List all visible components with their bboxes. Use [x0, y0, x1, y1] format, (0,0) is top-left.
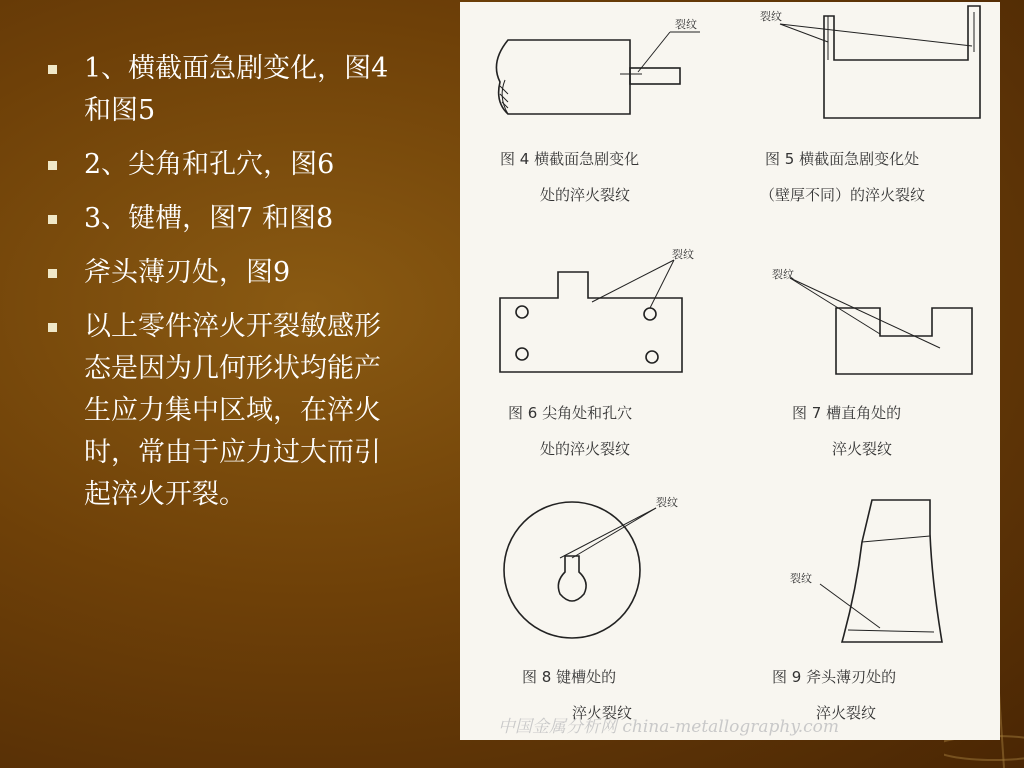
bullet-marker	[48, 161, 57, 170]
quench-crack-figures	[460, 2, 1000, 740]
figure-9-drawing	[820, 500, 942, 642]
figure-5-caption-line2: （壁厚不同）的淬火裂纹	[760, 186, 926, 204]
watermark: 中国金属分析网 china-metallography.com	[498, 717, 839, 737]
figure-7-drawing	[790, 278, 972, 374]
crack-label: 裂纹	[760, 10, 782, 23]
figure-6-drawing	[500, 260, 682, 372]
bullet-text: 1、横截面急剧变化，图4 和图5	[84, 53, 389, 126]
figure-7-caption-line2: 淬火裂纹	[832, 440, 893, 458]
figure-6-caption-line1: 图 6 尖角处和孔穴	[508, 404, 633, 422]
bullet-text: 2、尖角和孔穴，图6	[84, 149, 335, 180]
figure-5-caption-line1: 图 5 横截面急剧变化处	[765, 150, 920, 168]
figure-8-drawing	[504, 502, 656, 638]
figure-7-caption-line1: 图 7 槽直角处的	[792, 404, 902, 422]
bullet-item	[44, 306, 404, 516]
crack-label: 裂纹	[772, 268, 794, 281]
figure-8-caption-line2: 淬火裂纹	[572, 704, 633, 722]
figure-6-caption-line2: 处的淬火裂纹	[540, 440, 631, 458]
bullet-list	[44, 48, 404, 528]
figure-8-caption-line1: 图 8 键槽处的	[522, 668, 617, 686]
bullet-item	[44, 144, 404, 186]
bullet-marker	[48, 323, 57, 332]
crack-label: 裂纹	[672, 248, 694, 261]
bullet-text: 3、键槽，图7 和图8	[84, 203, 334, 234]
bullet-marker	[48, 65, 57, 74]
crack-label: 裂纹	[790, 572, 812, 585]
figure-5-drawing	[780, 6, 980, 118]
bullet-text: 斧头薄刃处，图9	[84, 257, 291, 288]
figure-9-caption-line1: 图 9 斧头薄刃处的	[772, 668, 897, 686]
bullet-marker	[48, 269, 57, 278]
bullet-item	[44, 48, 404, 132]
bullet-text: 以上零件淬火开裂敏感形态是因为几何形状均能产生应力集中区域，在淬火时，常由于应力过大而引起淬火开裂。	[84, 311, 381, 510]
bullet-item	[44, 198, 404, 240]
crack-label: 裂纹	[656, 496, 678, 509]
figure-4-drawing	[496, 32, 700, 114]
bullet-item	[44, 252, 404, 294]
figure-panel	[460, 2, 1000, 740]
figure-9-caption-line2: 淬火裂纹	[816, 704, 877, 722]
figure-4-caption-line2: 处的淬火裂纹	[540, 186, 631, 204]
figure-4-caption-line1: 图 4 横截面急剧变化	[500, 150, 640, 168]
bullet-marker	[48, 215, 57, 224]
crack-label: 裂纹	[675, 18, 697, 31]
